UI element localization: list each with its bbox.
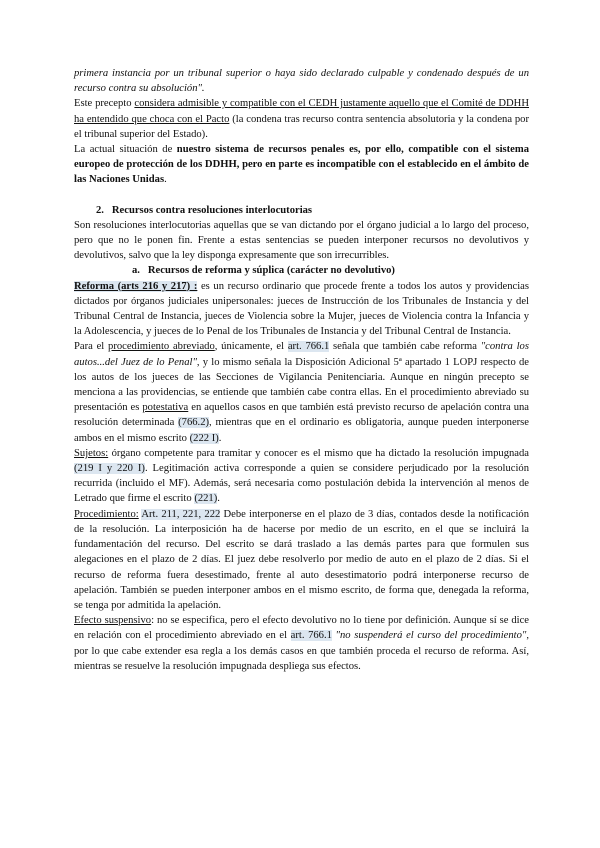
underlined-text: considera admisible y compatible con el CEDH justamente aquello que el Comité de DDHH ha entendido que choca con el Pacto bbox=[74, 98, 529, 125]
paragraph-reforma bbox=[74, 279, 529, 340]
article-reference: Art. 211, 221, 222 bbox=[141, 508, 221, 520]
paragraph-efecto-suspensivo bbox=[74, 613, 529, 674]
text-span: Para el bbox=[74, 341, 109, 353]
text-span: en aquellos casos en que también está previsto recurso de apelación contra una resolución determinada bbox=[74, 402, 529, 429]
document-page bbox=[74, 66, 529, 674]
text-span: (la condena tras recurso contra sentencia absolutoria y la condena por el tribunal superior del Estado). bbox=[74, 113, 529, 140]
sujetos-label: Sujetos: bbox=[74, 447, 109, 459]
paragraph-sujetos bbox=[74, 446, 529, 507]
text-span: es un recurso ordinario que procede frente a todos los autos y providencias dictados por órganos judiciales unipersonales: jueces de Instrucción de los Tribunales de Instancia y del Tribunal Central de Instancia, jueces de Violencia sobre la Mujer, jueces de Violencia contra la Infancia y la Adolescencia, y jueces de lo Penal de los Tribunales de Instancia y del Tribunal Central de Instancia. bbox=[74, 280, 530, 338]
bold-text: nuestro sistema de recursos penales es, por ello, compatible con el sistema europeo de protección de los DDHH, pero en parte es incompatible con el establecido en el ámbito de las Naciones Unidas bbox=[74, 144, 529, 186]
text-span: . bbox=[217, 493, 220, 505]
efecto-label: Efecto suspensivo bbox=[74, 615, 152, 627]
underlined-text: procedimiento abreviado bbox=[108, 341, 215, 353]
article-reference: (766.2) bbox=[178, 417, 210, 429]
article-reference: art. 766.1 bbox=[287, 341, 330, 353]
procedimiento-label: Procedimiento: bbox=[74, 508, 139, 520]
article-reference: (222 I) bbox=[189, 432, 219, 444]
article-reference: art. 766.1 bbox=[290, 630, 332, 642]
paragraph-interlocutorias: Son resoluciones interlocutorias aquellas que se van dictando por el órgano judicial a lo largo del proceso, pero que no le ponen fin. Frente a estas sentencias se pueden interponer recursos no devolutivos y devolutivos, salvo que la ley disponga expresamente que son irrecurribles. bbox=[74, 219, 529, 262]
article-reference: (219 I y 220 I) bbox=[74, 463, 145, 475]
text-span: , mientras que en el ordinario es obligatoria, aunque pueden interponerse ambos en el mismo escrito bbox=[74, 417, 530, 444]
section-heading-2: 2. Recursos contra resoluciones interlocutorias bbox=[96, 204, 313, 216]
underlined-text: potestativa bbox=[142, 402, 189, 414]
paragraph-situacion bbox=[74, 142, 529, 188]
text-span: señala que también cabe reforma bbox=[329, 341, 481, 353]
paragraph-precepto bbox=[74, 96, 529, 142]
reforma-label: Reforma (arts 216 y 217) : bbox=[74, 280, 198, 292]
text-span: Debe interponerse en el plazo de 3 días, contados desde la notificación de la resolución. La interposición ha de hacerse por medio de un escrito, en el que se incluirá la fundamentación del recurso. Del escrito se dará traslado a las demás partes para que formulen sus alegaciones en el plazo de 2 días. El juez debe resolverlo por medio de auto en el plazo de 2 días. Si el recurso de reforma fuera desestimado, frente al auto desestimatorio podrá interponerse recurso de apelación. También se pueden interponer ambos en el mismo escrito, de forma que, denegada la reforma, se tenga por admitida la apelación. bbox=[74, 508, 529, 611]
text-span: . bbox=[218, 432, 222, 444]
text-span: La actual situación de bbox=[74, 144, 177, 156]
text-span: , y lo mismo señala la Disposición Adicional 5ª apartado 1 LOPJ respecto de los autos de los jueces de las Secciones de Vigilancia Penitenciaria. Aunque en ningún precepto se menciona a las providencias, se entiende que también cabe contra ellas. En el procedimiento abreviado su presentación es bbox=[74, 356, 529, 414]
text-span: , únicamente, el bbox=[214, 341, 288, 353]
paragraph-quote-end: primera instancia por un tribunal superior o haya sido declarado culpable y condenado después de un recurso contra su absolución". bbox=[74, 68, 529, 95]
paragraph-procedimiento bbox=[74, 507, 529, 613]
text-span: : no se especifica, pero el efecto devolutivo no lo tiene por definición. Aunque sí se dice en relación con el procedimiento abreviado en el bbox=[74, 615, 530, 642]
italic-quote: "no suspenderá el curso del procedimiento" bbox=[335, 630, 527, 642]
paragraph-abreviado bbox=[74, 339, 529, 445]
text-span: . bbox=[164, 174, 167, 186]
text-span: Este precepto bbox=[74, 98, 135, 110]
text-span: órgano competente para tramitar y conocer es el mismo que ha dictado la resolución impugnada bbox=[108, 447, 529, 459]
text-span: , por lo que cabe extender esa regla a los demás casos en que también proceda el recurso de reforma. Así, mientras se resuelve la resolución impugnada despliega sus efectos. bbox=[74, 630, 529, 672]
subsection-heading-a: a. Recursos de reforma y súplica (carácter no devolutivo) bbox=[132, 265, 395, 277]
article-reference: (221) bbox=[194, 493, 218, 505]
text-span: . Legitimación activa corresponde a quien se considere perjudicado por la resolución recurrida (incluido el MF). Además, será necesaria como postulación debida la intervención al menos de Letrado que firme el escrito bbox=[74, 463, 529, 505]
italic-quote: "contra los autos...del Juez de lo Penal" bbox=[74, 341, 529, 368]
